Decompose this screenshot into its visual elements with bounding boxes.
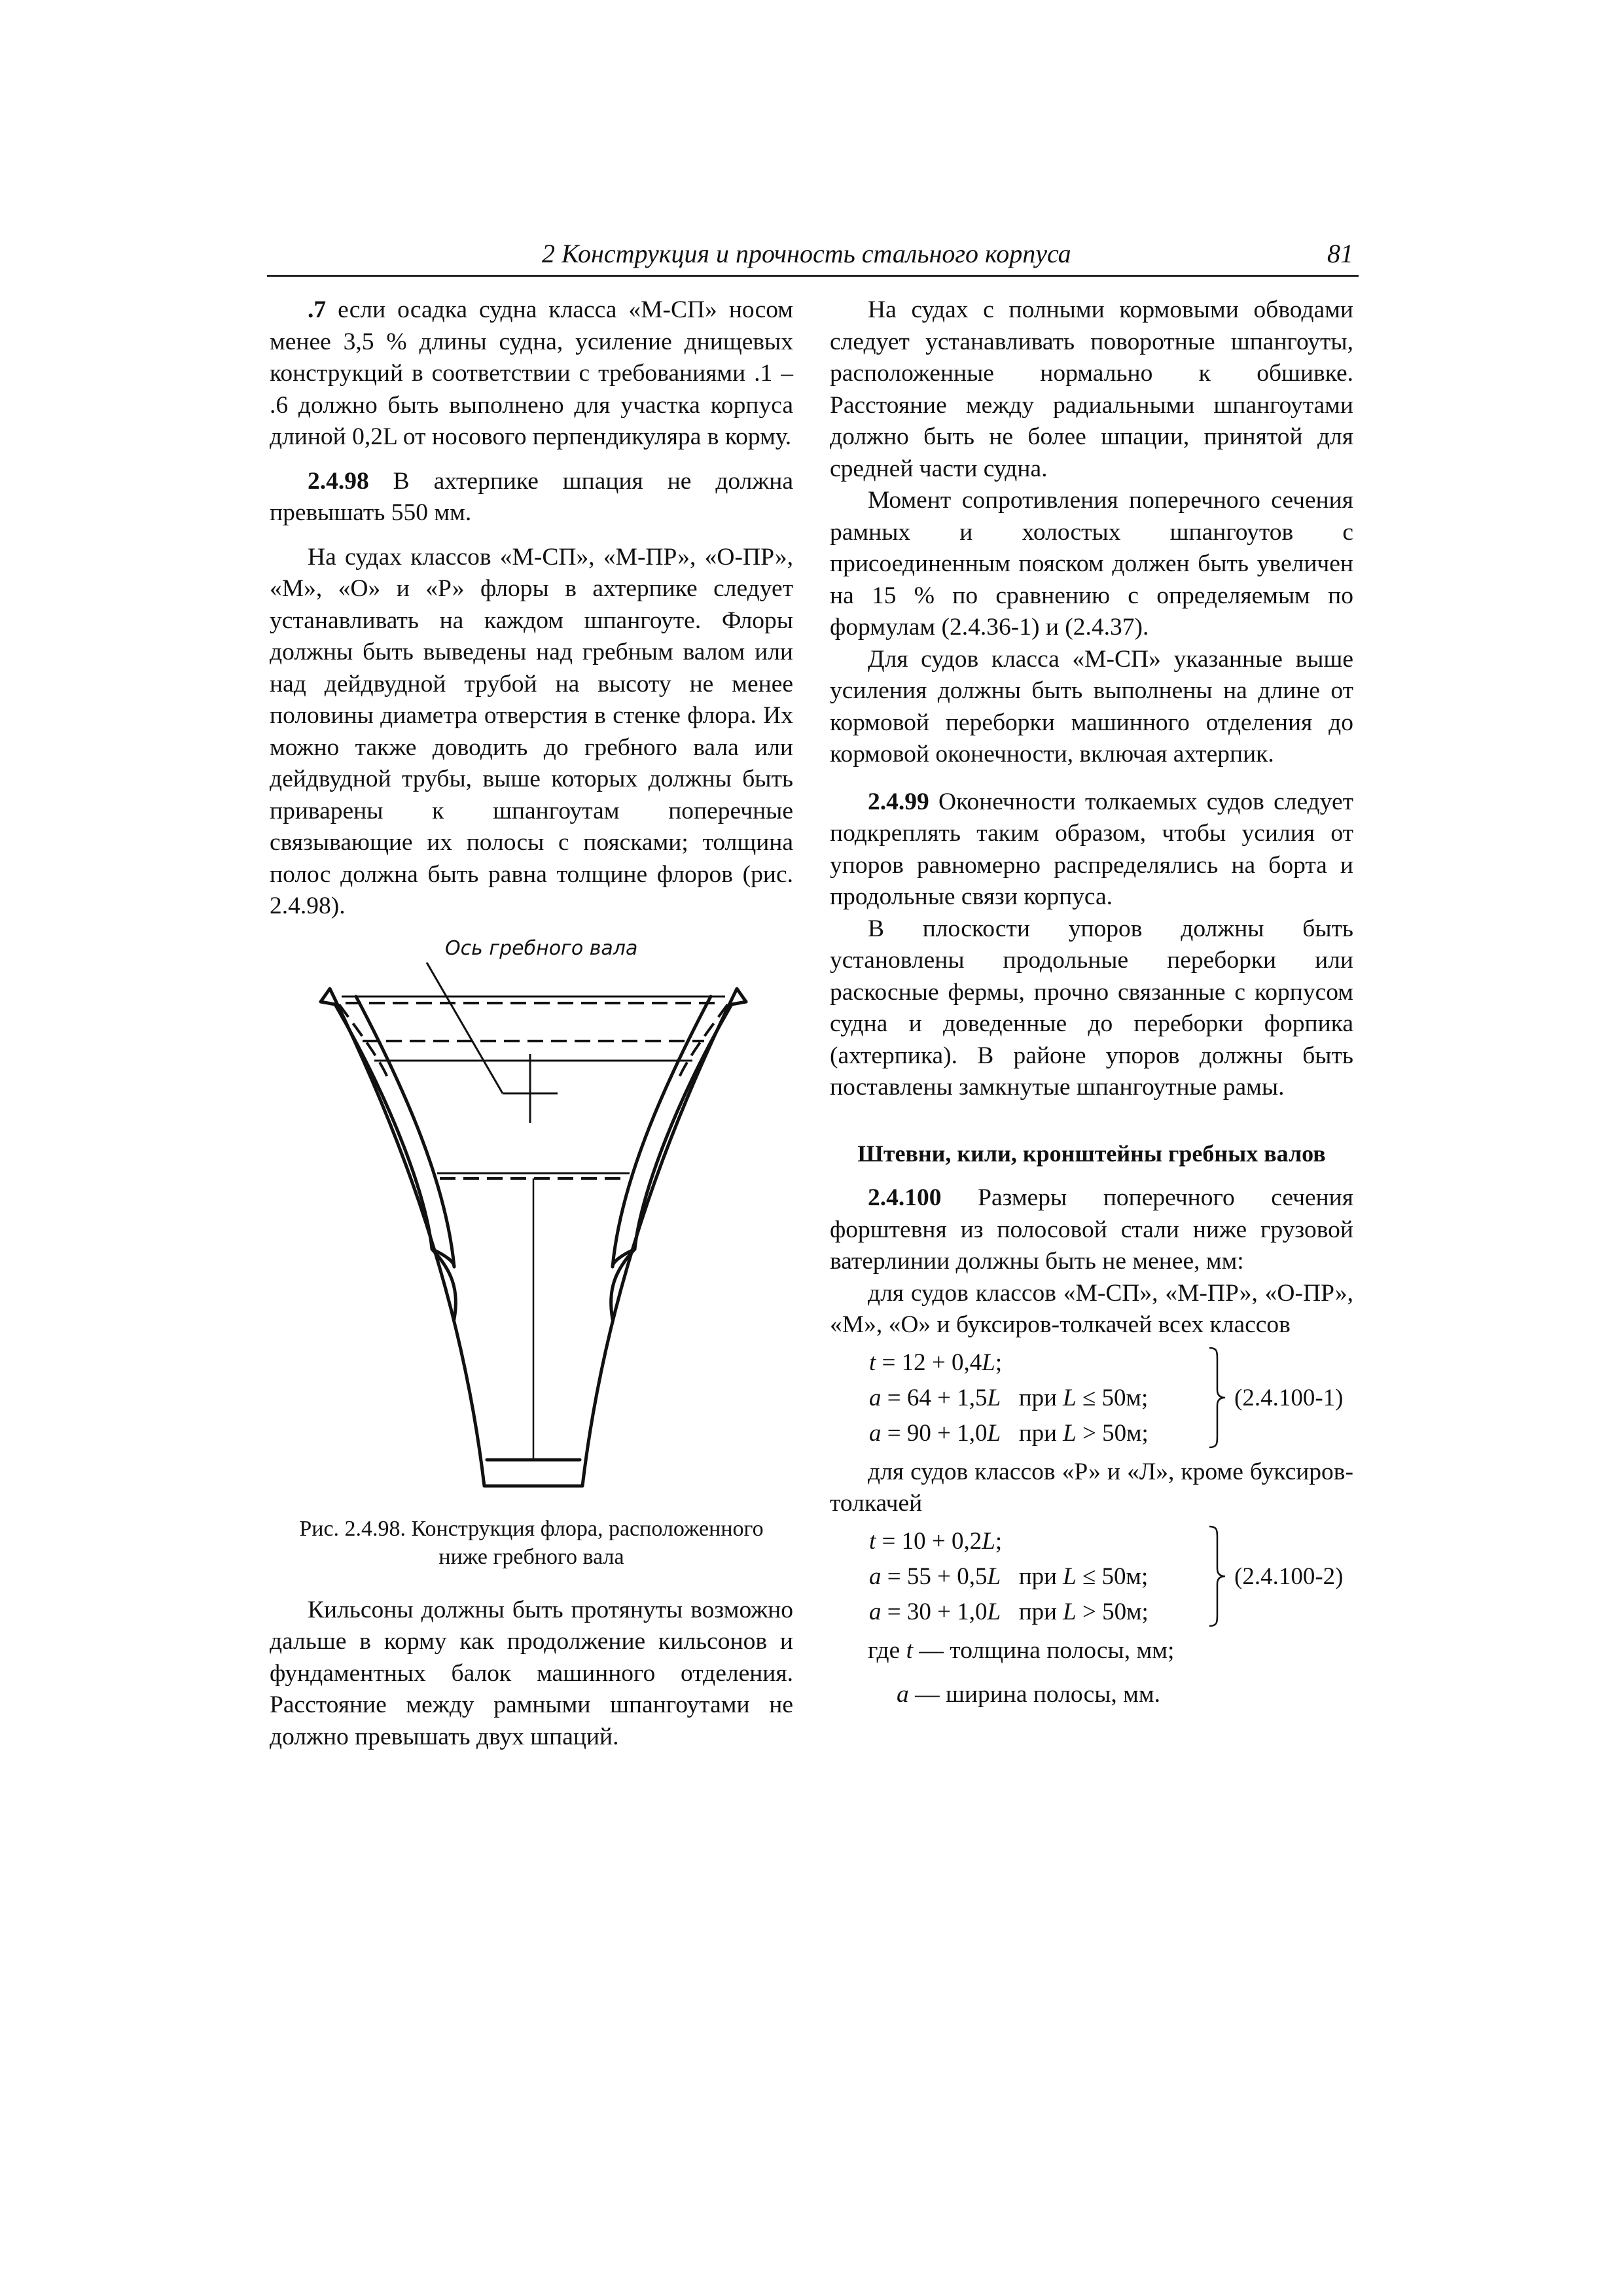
paragraph xyxy=(270,466,793,529)
figure-caption: Рис. 2.4.98. Конструкция флора, расположенного ниже гребного вала xyxy=(299,1516,764,1569)
paragraph-text: если осадка судна класса «М-СП» носом менее 3,5 % длины судна, усиление днищевых конструкций в соответствии с требованиями .1 – .6 должно быть выполнено для участка корпуса длиной 0,2L от носового перпендикуляра в корму. xyxy=(270,296,793,450)
figure-label: Ось гребного вала xyxy=(445,936,638,960)
paragraph: Момент сопротивления поперечного сечения рамных и холостых шпангоутов с присоединенным пояском должен быть увеличен на 15 % по сравнению с определяемым по формулам (2.4.36-1) и (2.4.37). xyxy=(830,487,1353,641)
figure-2-4-98 xyxy=(270,935,793,1571)
formula-line: t = 10 + 0,2L; xyxy=(869,1527,1003,1555)
formula-brace xyxy=(1208,1347,1226,1449)
floor-construction-drawing xyxy=(283,963,780,1506)
paragraph: Кильсоны должны быть протянуты возможно дальше в корму как продолжение кильсонов и фундаментных балок машинного отделения. Расстояние между рамными шпангоутами не должно превышать двух шпаций. xyxy=(270,1596,793,1750)
paragraph: В плоскости упоров должны быть установлены продольные переборки или раскосные фермы, прочно связанные с корпусом судна и доведенные до переборки форпика (ахтерпика). В районе упоров должны быть поставлены замкнутые шпангоутные рамы. xyxy=(830,915,1353,1101)
section-heading: Штевни, кили, кронштейны гребных валов xyxy=(857,1140,1326,1167)
formula-line: a = 64 + 1,5L при L ≤ 50м; xyxy=(869,1384,1149,1411)
label-leader xyxy=(427,963,503,1093)
left-column xyxy=(270,294,793,1765)
equation-number: (2.4.100-2) xyxy=(1234,1563,1344,1590)
frame-inner-right xyxy=(613,997,711,1267)
hull-outer-left xyxy=(321,989,484,1486)
right-column xyxy=(830,294,1353,1723)
page-header xyxy=(267,237,1359,277)
hull-outer-right xyxy=(582,989,746,1486)
frame-inner-left xyxy=(356,997,454,1267)
formula-2-4-100-1 xyxy=(830,1345,1353,1451)
formula-2-4-100-2 xyxy=(830,1524,1353,1630)
definition-line: где t — толщина полосы, мм; xyxy=(868,1636,1175,1664)
paragraph: На судах классов «М-СП», «М-ПР», «О-ПР», «М», «О» и «Р» флоры в ахтерпике следует устанавливать на каждом шпангоуте. Флоры должны быть выведены над гребным валом или над дейдвудной трубой на высоту не менее половины диаметра отверстия в стенке флора. Их можно также доводить до гребного вала или дейдвудной трубы, выше которых должны быть приварены к шпангоутам поперечные связывающие их полосы с поясками; толщина полос должна быть равна толщине флоров (рис. 2.4.98). xyxy=(270,543,793,919)
paragraph: Для судов класса «М-СП» указанные выше усиления должны быть выполнены на длине от кормовой переборки машинного отделения до кормовой оконечности, включая ахтерпик. xyxy=(830,645,1353,768)
paragraph xyxy=(830,786,1353,913)
paragraph: для судов классов «Р» и «Л», кроме буксиров-толкачей xyxy=(830,1458,1353,1517)
paragraph: для судов классов «М-СП», «М-ПР», «О-ПР», «М», «О» и буксиров-толкачей всех классов xyxy=(830,1279,1353,1338)
formula-line: a = 90 + 1,0L при L > 50м; xyxy=(869,1419,1149,1447)
clause-number: .7 xyxy=(308,296,327,323)
paragraph-text: Оконечности толкаемых судов следует подкреплять таким образом, чтобы усилия от упоров равномерно распределялись на борта и продольные связи корпуса. xyxy=(830,788,1353,910)
paragraph-text: Размеры поперечного сечения форштевня из полосовой стали ниже грузовой ватерлинии должны быть не менее, мм: xyxy=(830,1184,1353,1275)
page-number: 81 xyxy=(1327,239,1353,268)
definition-line: a — ширина полосы, мм. xyxy=(897,1681,1160,1708)
paragraph xyxy=(270,294,793,453)
paragraph xyxy=(830,1182,1353,1278)
clause-number: 2.4.100 xyxy=(868,1184,942,1211)
paragraph: На судах с полными кормовыми обводами следует устанавливать поворотные шпангоуты, расположенные нормально к обшивке. Расстояние между радиальными шпангоутами должно быть не более шпации, принятой для средней части судна. xyxy=(830,296,1353,482)
clause-number: 2.4.99 xyxy=(868,788,929,815)
running-title: 2 Конструкция и прочность стального корпуса xyxy=(542,239,1071,268)
formula-brace xyxy=(1208,1525,1226,1627)
clause-number: 2.4.98 xyxy=(308,467,369,495)
formula-line: a = 30 + 1,0L при L > 50м; xyxy=(869,1598,1149,1625)
formula-line: a = 55 + 0,5L при L ≤ 50м; xyxy=(869,1563,1149,1590)
equation-number: (2.4.100-1) xyxy=(1234,1384,1344,1411)
paragraph-text: В ахтерпике шпация не должна превышать 550 мм. xyxy=(270,467,793,526)
formula-line: t = 12 + 0,4L; xyxy=(869,1349,1003,1376)
